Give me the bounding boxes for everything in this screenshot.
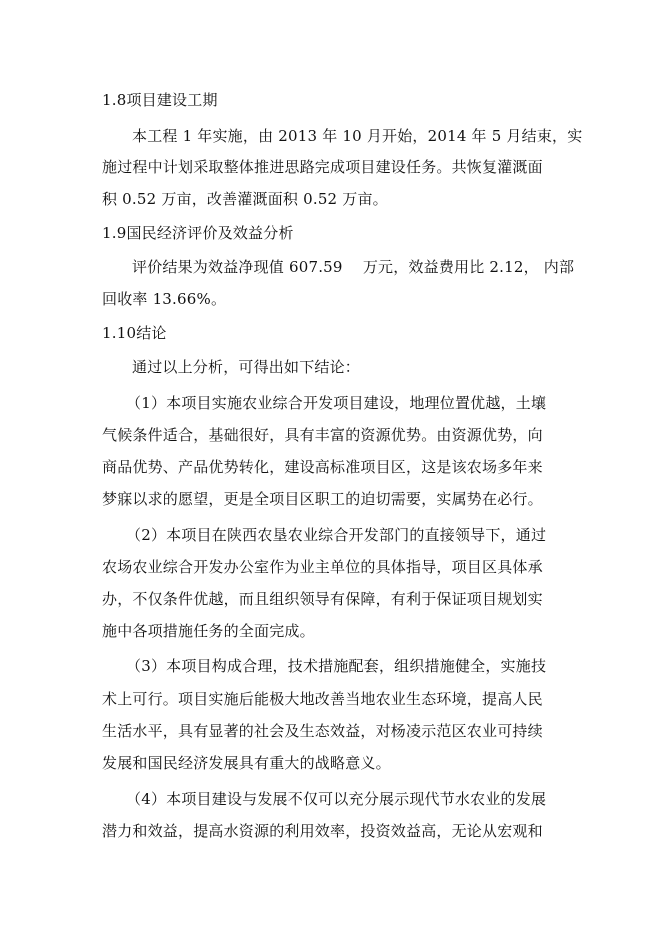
text-line: （3）本项目构成合理，技术措施配套，组织措施健全，实施技 [126, 657, 547, 675]
heading-1-9: 1.9国民经济评价及效益分析 [102, 224, 294, 242]
conclusion-intro: 通过以上分析，可得出如下结论： [132, 358, 361, 376]
text-line: 积 0.52 万亩，改善灌溉面积 0.52 万亩。 [102, 190, 388, 208]
text-line: 气候条件适合，基础很好，具有丰富的资源优势。由资源优势，向 [102, 426, 543, 444]
text-line: 梦寐以求的愿望，更是全项目区职工的迫切需要，实属势在必行。 [102, 490, 543, 508]
text-line: 术上可行。项目实施后能极大地改善当地农业生态环境，提高人民 [102, 690, 543, 708]
text-line: 施中各项措施任务的全面完成。 [102, 622, 315, 640]
text-line: 回收率 13.66%。 [102, 290, 227, 308]
text-line: （1）本项目实施农业综合开发项目建设，地理位置优越，土壤 [126, 394, 547, 412]
text-line: （4）本项目建设与发展不仅可以充分展示现代节水农业的发展 [126, 790, 547, 808]
heading-1-8: 1.8项目建设工期 [102, 91, 218, 109]
text-line: 发展和国民经济发展具有重大的战略意义。 [102, 754, 391, 772]
text-line: 生活水平，具有显著的社会及生态效益，对杨凌示范区农业可持续 [102, 722, 543, 740]
text-line: 农场农业综合开发办公室作为业主单位的具体指导，项目区具体承 [102, 558, 543, 576]
text-line: （2）本项目在陕西农垦农业综合开发部门的直接领导下，通过 [126, 526, 547, 544]
text-line: 本工程 1 年实施，由 2013 年 10 月开始，2014 年 5 月结束，实 [132, 127, 583, 145]
text-line: 商品优势、产品优势转化，建设高标准项目区，这是该农场多年来 [102, 458, 543, 476]
text-line: 办，不仅条件优越，而且组织领导有保障，有利于保证项目规划实 [102, 590, 543, 608]
heading-1-10: 1.10结论 [102, 324, 167, 342]
text-line: 施过程中计划采取整体推进思路完成项目建设任务。共恢复灌溉面 [102, 158, 543, 176]
text-line: 评价结果为效益净现值 607.59 万元，效益费用比 2.12， 内部 [132, 258, 575, 276]
text-line: 潜力和效益，提高水资源的利用效率，投资效益高，无论从宏观和 [102, 822, 543, 840]
